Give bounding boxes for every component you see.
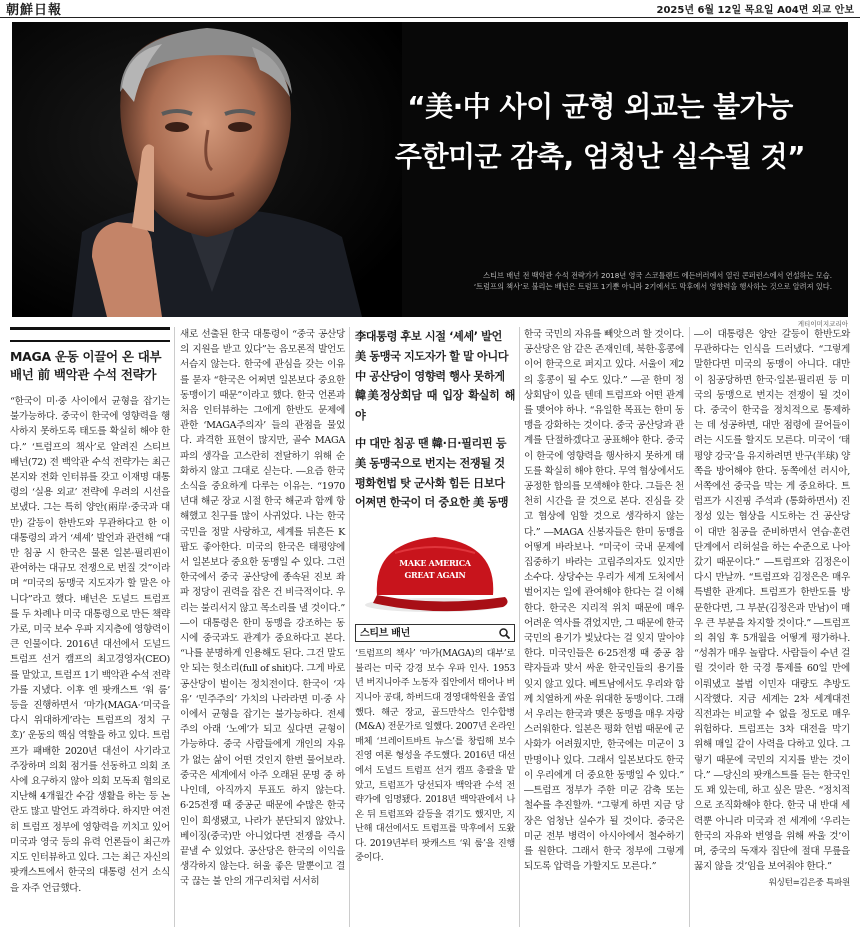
hat-text-line-1: MAKE AMERICA — [399, 558, 471, 569]
body-text: ―이 대통령은 양안 갈등이 한반도와 무관하다는 인식을 드러냈다. “그렇게 말한다면 미국의 동맹이 아니다. 대만이 침공당하면 한국·일본·필리핀 등 미국의 동맹으로 번지는 전쟁이 될 것이다. 중국이 한국을 정치적으로 통제하는 데 성공하면, 대만 점령에 끌어들이려는 시도를 할지도 모른다. 미국이 ‘태평양 강국’을 유지하려면 반구(半球) 양쪽을 방어해야 한다. 동쪽에선 러시아, 서쪽에선 중국을 막는 게 중요하다. 트럼프가 시진핑 주석과 (통화하면서) 진정성 있는 협상을 시도하는 건 공산당이 대만 침공을 준비하면서 연습·훈련 단계에서 리허설을 하는 수준으로 나아갔기 때문이다.” ―트럼프와 김정은이 다시 만날까. “트럼프와 김정은은 매우 특별한 관계다. 트럼프가 한반도를 방문한다면, 그 부분(김정은과 만남)이 매우 큰 부분을 차지할 것이다.” ―트럼프의 취임 후 5개월을 어떻게 평가하나. “성취가 매우 놀랍다. 사람들이 수년 걸릴 것이라 한 국경 통제를 60일 만에 이뤄냈고 불법 이민자 대량도 추방도 시작했다. 지금 세계는 2차 세계대전 직전과는 비교할 수 없을 정도로 매우 위험하다. 트럼프는 3차 대전을 막기 위해 매일 같이 사력을 다하고 있다. 그렇기 때문에 국민의 지지를 받는 것이다.” ―당신의 팟캐스트를 듣는 한국인도 꽤 있는데, 하고 싶은 말은. “정치적으로 조직화해야 한다. 한국 내 반대 세력뿐 아니라 미국과 전 세계에 ‘우리는 한국의 자유와 번영을 위해 싸울 것’이며, 중국의 독재자 집단에 절대 무릎을 꿇지 않을 것’임을 보여줘야 한다.” — [694, 329, 850, 873]
article-column-1 — [10, 327, 170, 896]
subheadline-line: 美 동맹국 지도자가 할 말 아니다 — [355, 349, 509, 363]
caption-line-2: ‘트럼프의 책사’로 불리는 배넌은 트럼프 1기뿐 아니라 2기에서도 막후에서 영향력을 행사하는 것으로 알려져 있다. — [473, 282, 832, 291]
headline-line-1: MAGA 운동 이끌어 온 대부 — [10, 340, 170, 366]
caption-line-1: 스티브 배넌 전 백악관 수석 전략가가 2018년 영국 스코틀랜드 에든버러에서 열린 콘퍼런스에서 연설하는 모습. — [483, 271, 832, 280]
quote-line-2: 주한미군 감축, 엄청난 실수될 것” — [394, 140, 806, 173]
subheadline-line: 李대통령 후보 시절 ‘셰셰’ 발언 — [355, 330, 502, 343]
column-divider — [519, 327, 520, 927]
subheadline-line: 中 대만 침공 땐 韓·日·필리핀 등 — [355, 436, 507, 450]
page-header — [0, 0, 860, 18]
subheadline-line: 평화헌법 탓 군사화 힘든 日보다 — [355, 476, 505, 490]
byline: 워싱턴=김은중 특파원 — [768, 878, 850, 889]
column-divider — [349, 327, 350, 927]
profile-search-bar — [355, 624, 515, 642]
photo-credit: 게티이미지코리아 — [797, 320, 848, 328]
subheadline-line: 어쩌면 한국이 더 중요한 美 동맹 — [355, 496, 509, 510]
body-text: 새로 선출된 한국 대통령이 “중국 공산당의 지원을 받고 있다”는 음모론적 발언도 서슴지 않는다. 한국에 관심을 갖는 이유를 묻자 “한국은 어쩌면 일본보다 중요한 동맹이기 때문”이라고 했다. 한국 언론과 처음 인터뷰하는 그에게 한반도 문제에 관한 ‘MAGA주의자’ 들의 관점을 물었다. 과격한 표현이 많지만, 골수 MAGA파의 생각을 고스란히 전달하기 위해 순화하지 않고 그대로 싣는다. ―요즘 한국 소식을 중요하게 다루는 이유는. “1970년대 해군 장교 시절 한국 해군과 함께 항해했고 친구를 많이 사귀었다. 나는 한국 국민을 정말 사랑하고, 세계를 뒤흔든 K팝도 좋아한다. 미국의 한국은 태평양에서 일본보다 중요한 동맹일 수 있다. 그런 한국에서 중국 공산당에 종속된 진보 좌파 정당이 권력을 잡은 건 비극적이다. 우리는 불리서지 않고 목소리를 낼 것이다.” ―이 대통령은 한미 동맹을 강조하는 동시에 중국과도 관계가 중요하다고 본다. “나를 분명하게 인용해도 된다. 그건 말도 안 되는 헛소리(full of shit)다. 그게 바로 공산당이 벌이는 정치전이다. 한국이 ‘자유’ ‘민주주의’ 가치의 나라라면 미·중 사이에서 균형을 잡기는 불가능하다. 전세주의 아래 ‘노예’가 되고 싶다면 균형이 가능하다. 중국 사람들에게 개인의 자유가 없는 삶이 어떤 것인지 한번 물어보라. 중국은 세계에서 아주 오래된 문명 중 하나인데, 아직까지 투표도 하지 않는다. 6·25전쟁 때 중공군 때문에 수많은 한국인이 희생됐고, 나라가 분단되지 않았나. 베이징(중국)만 아니었다면 전쟁을 즉시 끝낼 수 있었다. 공산당은 한국의 이익을 생각하지 않는다. 허울 좋은 말뿐이고 결국 끊는 불 안의 개구리처럼 서서히 — [180, 329, 345, 888]
article-column-4 — [524, 327, 684, 874]
search-icon — [499, 628, 510, 639]
hat-text-line-2: GREAT AGAIN — [404, 570, 466, 581]
subheadline-line: 韓美정상회담 때 입장 확실히 해야 — [355, 389, 515, 423]
quote-line-1: “美·中 사이 균형 외교는 불가능 — [407, 90, 793, 123]
body-text: 한국 국민의 자유를 빼앗으려 할 것이다. 공산당은 암 같은 존재인데, 북한·홍콩에 이어 한국으로 퍼지고 있다. 서울이 제2의 홍콩이 될 수도 있다.” ―곧 한미 정상회담이 있을 텐데 트럼프와 어떤 관계를 맺어야 하나. “유일한 목표는 한미 동맹을 강화하는 것이다. 중국 공산당과 관계를 단절하겠다고 공표해야 한다. 중국이 한국에 영향력을 행사하지 못하게 태도를 확실히 해야 한다. 무역 협상에서도 공정한 합의를 모색해야 한다. 그들은 천천히 시간을 끌 것으로 본다. 진심을 갖고 협상에 임할 것으로 생각하지 않는다.” ―MAGA 신봉자들은 한미 동맹을 어떻게 바라보나. “미국이 국내 문제에 집중하기 바라는 고립주의자도 있지만 소수다. 상당수는 우리가 세계 도처에서 벌어지는 일에 관여해야 한다는 걸 이해한다. 한국은 지리적 위치 때문에 매우 어려운 역사를 겪었지만, 그 때문에 한국 국민의 용기가 빛났다는 걸 잊지 말아야 한다. 미국인들은 6·25전쟁 때 중공 참략자들과 맞서 싸운 한국인들의 용기를 잊지 않고 있다. 베트남에서도 우리와 함께 치열하게 싸운 위대한 동맹이다. 그래서 우리는 한국과 맺은 동맹을 매우 자랑스러워한다. 일본은 평화 헌법 때문에 군사화가 어려웠지만, 한국에는 미군이 3만명이나 있다. 그래서 일본보다도 한국이 우리에게 더 중요한 동맹일 수 있다.” ―트럼프 정부가 주한 미군 감축 또는 철수를 추진할까. “그렇게 하면 지금 당장은 엄청난 실수가 될 것이다. 중국은 미군 전부 병력이 아시아에서 철수하기를 원한다. 그래서 한국 정부에 그렇게 되도록 압력을 가할지도 모른다.” — [524, 329, 684, 873]
subheadline-line: 美 동맹국으로 번지는 전쟁될 것 — [355, 456, 505, 470]
headline-line-2: 배넌 前 백악관 수석 전략가 — [10, 367, 157, 382]
masthead: 朝鮮日報 — [6, 3, 63, 18]
maga-hat-image — [355, 523, 515, 618]
hero-photo-banner — [12, 22, 848, 317]
article-column-2 — [180, 327, 345, 890]
subheadline-line: 中 공산당이 영향력 행사 못하게 — [355, 369, 505, 383]
profile-name: 스티브 배넌 — [360, 627, 410, 639]
photo-caption — [392, 270, 832, 292]
column-divider — [689, 327, 690, 927]
dateline: 2025년 6월 12일 목요일 A04면 외교 안보 — [656, 5, 854, 16]
bannon-portrait-image — [12, 22, 402, 317]
column-divider — [174, 327, 175, 927]
subheadline-block — [355, 327, 515, 513]
article-column-5 — [694, 327, 850, 892]
article-headline — [10, 327, 170, 384]
profile-text: ‘트럼프의 책사’ ‘마가(MAGA)의 대부’로 불리는 미국 강경 보수 우파 인사. 1953년 버지니아주 노동자 집안에서 태어나 버지니아 공대, 하버드대 경영대학원을 졸업했다. 해군 장교, 골드만삭스 인수합병(M&A) 전문가로 일했다. 2007년 온라인 매체 ‘브레이트바트 뉴스’를 창립해 보수 진영 여론 형성을 주도했다. 2016년 대선에서 도널드 트럼프 선거 캠프 총괄을 맡았고, 트럼프가 당선되자 백악관 수석 전략가에 임명됐다. 2018년 백악관에서 나온 뒤 트럼프와 갈등을 겪기도 했지만, 지난해 대선에서도 트럼프를 막후에서 도왔다. 2019년부터 팟캐스트 ‘워 룸’을 진행 중이다. — [355, 648, 515, 864]
body-text: “한국이 미·중 사이에서 균형을 잡기는 불가능하다. 중국이 한국에 영향력을 행사하지 못하도록 태도를 확실히 해야 한다.” ‘트럼프의 책사’로 알려진 스티브 배넌(72) 전 백악관 수석 전략가는 최근 본지와 전화 인터뷰를 갖고 이재명 대통령의 ‘실용 외교’ 전략에 우려의 시선을 보냈다. 그는 특히 양안(兩岸·중국과 대만) 갈등이 한반도와 무관하다고 한 이 대통령의 과거 ‘셰셰’ 발언과 관련해 “대만 침공 시 한국은 물론 일본·필리핀이 관여하는 대규모 전쟁으로 번질 것”이라며 “미국의 동맹국 지도자가 할 말은 아니다”라고 했다. 배넌은 도널드 트럼프를 두 차례나 미국 대통령으로 만든 책략가로, 미국 보수 우파 지지층에 영향력이 큰 인물이다. 2016년 대선에서 도널드 트럼프 선거 캠프의 최고경영자(CEO)를 맡았고, 트럼프 1기 백악관 수석 전략가를 지냈다. 이후 엔 팟캐스트 ‘워 룸’ 등을 진행하면서 ‘마가(MAGA·‘미국을 다시 위대하게’라는 트럼프의 정치 구호)’ 운동의 핵심 역할을 하고 있다. 트럼프가 패배한 2020년 대선이 사기라고 주장하며 의회 점거를 선동하고 의회 조사에 요구하지 않아 의회 모독죄 혐의로 지난해 4개월간 수감 생활을 하는 등 논란도 많고 발언도 과격하다. 하지만 여전히 트럼프 정부에 영향력을 끼치고 있어 미국과 영국 등의 유력 언론들이 최근까지도 인터뷰하고 있다. 그는 최근 자신의 팟캐스트에서 한국의 대통령 선거 소식을 자주 언급했다. — [10, 396, 170, 894]
hero-quote — [352, 82, 848, 182]
article-column-3 — [355, 327, 515, 866]
